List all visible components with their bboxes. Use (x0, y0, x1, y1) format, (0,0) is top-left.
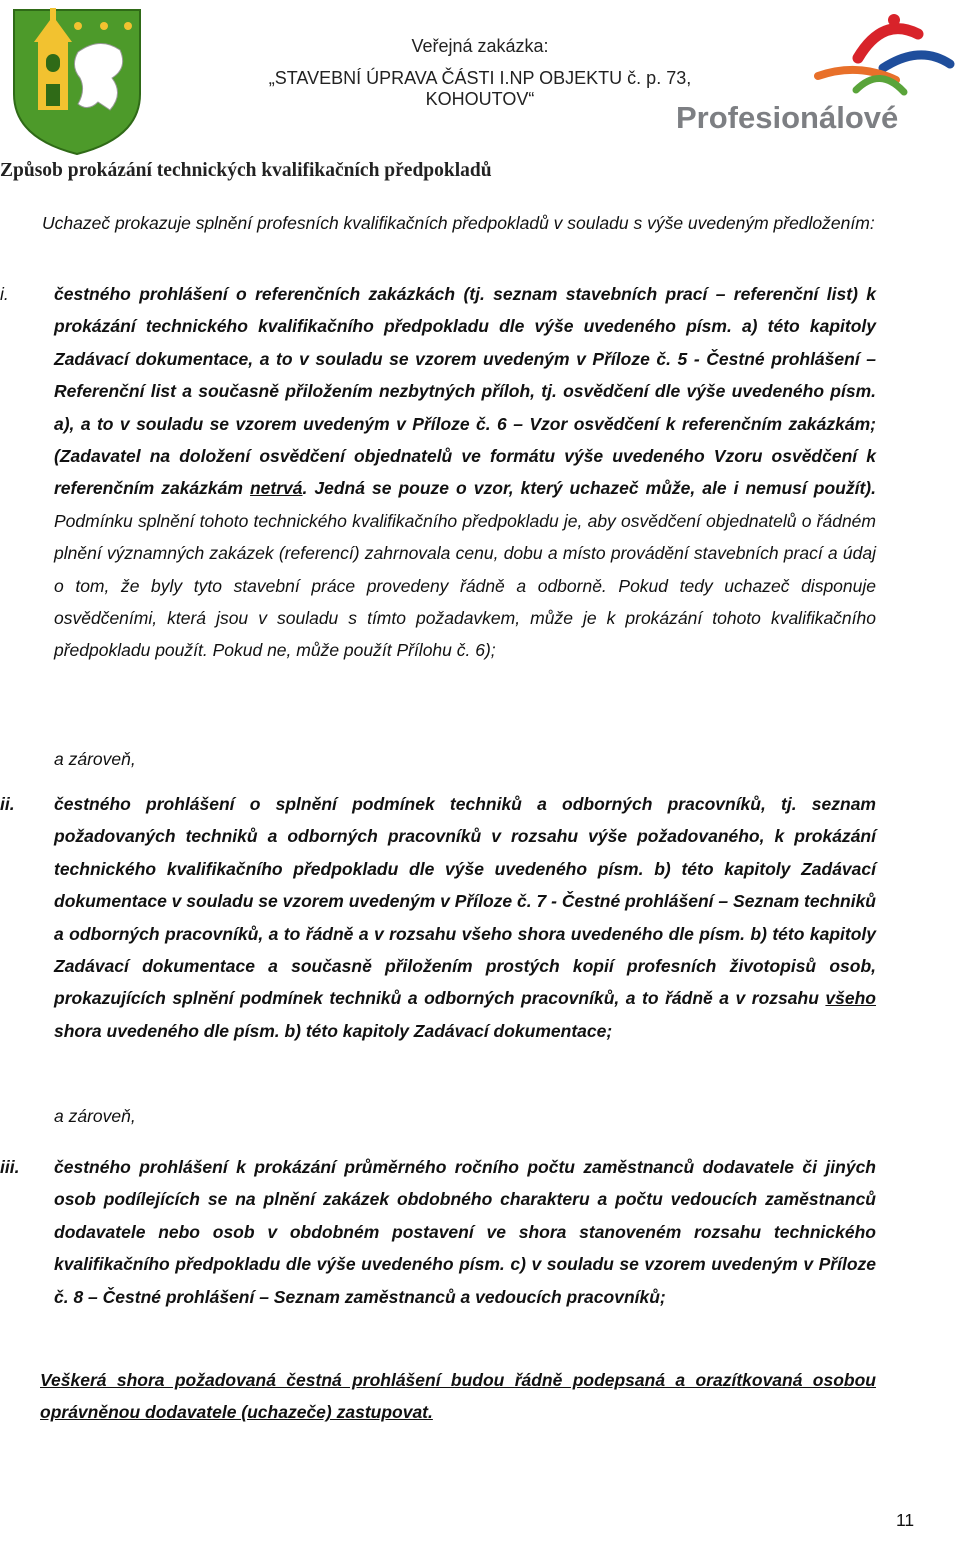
item-3-marker: iii. (0, 1157, 20, 1177)
item-2-text (54, 788, 876, 1047)
item-2-part-1: čestného prohlášení o splnění podmínek techniků a odborných pracovníků, tj. seznam požadovaných techniků a odborných pracovníků v rozsahu výše požadovaného, k prokázání technického kvalifikačního předpokladu dle výše uvedeného písm. b) této kapitoly Zadávací dokumentace v souladu se vzorem uvedeným v Příloze č. 7 - Čestné prohlášení – Seznam techniků a odborných pracovníků, a to řádně a v rozsahu všeho shora uvedeného dle písm. b) této kapitoly Zadávací dokumentace a současně přiložením prostých kopií profesních životopisů osob, prokazujících splnění podmínek techniků a odborných pracovníků, a to řádně a v rozsahu (54, 794, 876, 1009)
item-2-part-3: shora uvedeného dle písm. b) této kapitoly Zadávací dokumentace; (54, 1020, 613, 1041)
page-number: 11 (896, 1510, 915, 1530)
item-1-part-3: . Jedná se pouze o vzor, který uchazeč může, ale i nemusí použít). (302, 478, 876, 499)
item-1-marker: i. (0, 284, 9, 304)
tender-name: „STAVEBNÍ ÚPRAVA ČÁSTI I.NP OBJEKTU č. p. 73, KOHOUTOV“ (268, 68, 692, 109)
profesionalove-logo (668, 6, 958, 138)
item-1-part-1: čestného prohlášení o referenčních zakázkách (tj. seznam stavebních prací – referenční list) k prokázání technického kvalifikačního předpokladu dle výše uvedeného písm. a) této kapitoly Zadávací dokumentace, a to v souladu se vzorem uvedeným v Příloze č. 5 - Čestné prohlášení – Referenční list a současně přiložením nezbytných příloh, tj. osvědčení dle výše uvedeného písm. a), a to v souladu se vzorem uvedeným v Příloze č. 6 – Vzor osvědčení k referenčním zakázkám; (Zadavatel na doložení osvědčení objednatelů ve formátu výše uvedeného Vzoru osvědčení k referenčním zakázkám (54, 284, 876, 499)
conjunction-2: a zároveň, (54, 1106, 136, 1126)
logo-text: Profesionálové (676, 100, 899, 135)
item-1-part-4: Podmínku splnění tohoto technického kvalifikačního předpokladu je, aby osvědčení objednatelů o řádném plnění významných zakázek (referencí) zahrnovala cenu, dobu a místo provádění stavebních prací a údaj o tom, že byly tyto stavební práce provedeny řádně a odborně. Pokud tedy uchazeč disponuje osvědčeními, která jsou v souladu s tímto požadavkem, může je k prokázání tohoto kvalifikačního předpokladu použít. Pokud ne, může použít Přílohu č. 6); (54, 510, 876, 661)
intro-paragraph: Uchazeč prokazuje splnění profesních kvalifikačních předpokladů v souladu s výše uvedeným předložením: (42, 213, 875, 233)
final-note: Veškerá shora požadovaná čestná prohlášení budou řádně podepsaná a orazítkovaná osobou oprávněnou dodavatele (uchazeče) zastupovat. (40, 1370, 876, 1423)
tender-label: Veřejná zakázka: (411, 36, 549, 56)
item-2-marker: ii. (0, 794, 15, 814)
municipal-coat-of-arms (8, 6, 146, 156)
item-1-underlined: netrvá (249, 478, 303, 499)
conjunction-1: a zároveň, (54, 749, 136, 769)
item-1-text (54, 278, 876, 667)
item-2-underlined: všeho (825, 988, 876, 1009)
item-3-text: čestného prohlášení k prokázání průměrného ročního počtu zaměstnanců dodavatele či jiných osob podílejících se na plnění zakázek obdobného charakteru a počtu vedoucích zaměstnanců dodavatele nebo osob v obdobném postavení ve shora stanoveném rozsahu technického kvalifikačního předpokladu dle výše uvedeného písm. c) v souladu se vzorem uvedeným v Příloze č. 8 – Čestné prohlášení – Seznam zaměstnanců a vedoucích pracovníků; (54, 1157, 876, 1307)
section-title: Způsob prokázání technických kvalifikačních předpokladů (0, 160, 492, 181)
